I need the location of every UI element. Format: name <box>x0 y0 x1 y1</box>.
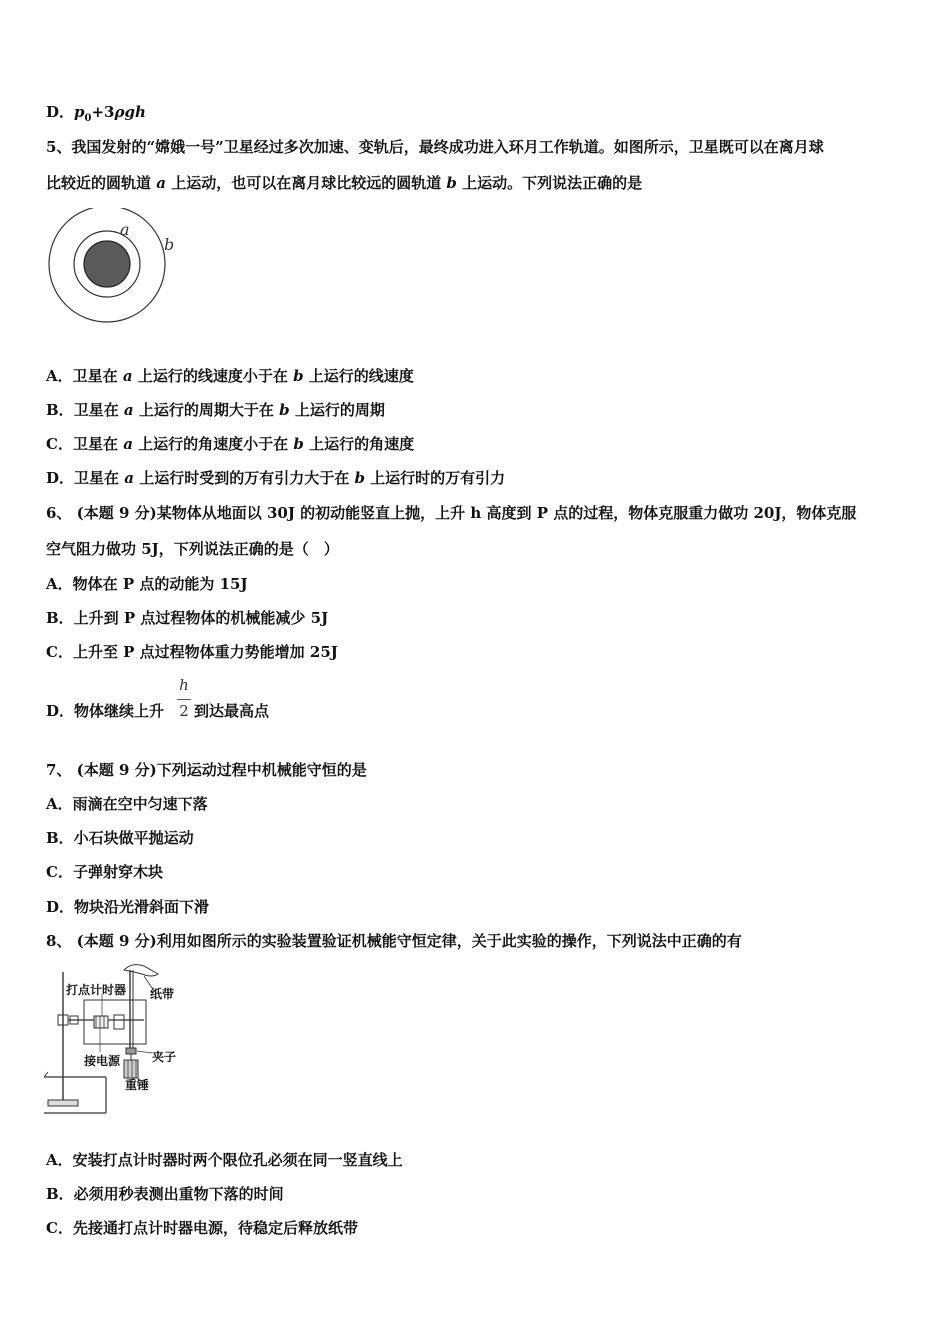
var: a <box>124 469 134 487</box>
hand-icon <box>124 965 158 976</box>
q6-option-c: C．上升至 P 点过程物体重力势能增加 25J <box>46 643 338 661</box>
q6-stem-line1: 6、 (本题 9 分)某物体从地面以 30J 的初动能竖直上抛，上升 h 高度到 P 点的过程，物体克服重力做功 20J，物体克服 <box>46 504 857 522</box>
q6-stem-line2: 空气阻力做功 5J，下列说法正确的是（ ） <box>46 540 339 558</box>
stand-base <box>48 1100 78 1106</box>
label-power: 接电源 <box>84 1054 121 1068</box>
q6-option-d <box>46 701 269 721</box>
fraction-bar <box>177 699 191 700</box>
var: b <box>354 469 365 487</box>
q7-option-d: D．物块沿光滑斜面下滑 <box>46 898 210 916</box>
clip-icon <box>126 1048 136 1054</box>
q6-option-b: B．上升到 P 点过程物体的机械能减少 5J <box>46 609 329 627</box>
text: 上运行时受到的万有引力大于在 <box>133 469 355 487</box>
q5-option-b <box>46 400 385 420</box>
label-clip: 夹子 <box>152 1050 177 1064</box>
table-edge <box>44 1072 48 1077</box>
var-b: b <box>446 174 457 192</box>
option-label: C． <box>46 435 73 453</box>
timer-box <box>84 1000 146 1044</box>
orbit-figure <box>44 208 184 328</box>
option-label: D． <box>46 103 75 121</box>
q7-option-c: C．子弹射穿木块 <box>46 863 163 881</box>
var: a <box>123 435 133 453</box>
q8-stem: 8、 (本题 9 分)利用如图所示的实验装置验证机械能守恒定律，关于此实验的操作，下列说法中正确的有 <box>46 932 742 950</box>
text: 上运动，也可以在离月球比较远的圆轨道 <box>165 174 447 192</box>
var: b <box>293 367 304 385</box>
option-label: A． <box>46 367 73 385</box>
text: 到达最高点 <box>194 702 270 720</box>
text: 上运行的线速度 <box>303 367 414 385</box>
text: 比较近的圆轨道 <box>46 174 157 192</box>
text-italic: ρgh <box>114 103 146 121</box>
text: 上运行的角速度 <box>303 435 415 453</box>
text: 卫星在 <box>72 435 124 453</box>
q6-option-a: A．物体在 P 点的动能为 15J <box>46 575 248 593</box>
text: D．物体继续上升 <box>46 702 165 720</box>
q8-option-b: B．必须用秒表测出重物下落的时间 <box>46 1185 284 1203</box>
var: a <box>123 401 134 419</box>
text: 卫星在 <box>72 367 123 385</box>
q5-option-c <box>46 434 414 454</box>
text: 上运行的周期 <box>289 401 385 419</box>
text: 卫星在 <box>74 469 125 487</box>
option-label: D． <box>46 469 75 487</box>
text: 上运行时的万有引力 <box>364 469 506 487</box>
q4-option-d <box>46 102 146 129</box>
q8-option-c: C．先接通打点计时器电源，待稳定后释放纸带 <box>46 1219 358 1237</box>
option-label: B． <box>46 401 74 419</box>
var: b <box>279 401 290 419</box>
text: 上运行的周期大于在 <box>133 401 280 419</box>
label-b: b <box>164 235 175 254</box>
var: b <box>293 435 304 453</box>
q7-option-b: B．小石块做平抛运动 <box>46 829 194 847</box>
label-timer: 打点计时器 <box>66 983 127 997</box>
q8-option-a: A．安装打点计时器时两个限位孔必须在同一竖直线上 <box>46 1151 403 1169</box>
subscript: 0 <box>84 113 92 124</box>
leader-line <box>137 1051 152 1053</box>
q7-stem: 7、 (本题 9 分)下列运动过程中机械能守恒的是 <box>46 761 367 779</box>
text: 卫星在 <box>73 401 124 419</box>
var: a <box>122 367 133 385</box>
text: 上运动。下列说法正确的是 <box>456 174 643 192</box>
timer-magnet <box>114 1015 124 1029</box>
fraction-denominator: 2 <box>179 702 189 720</box>
q7-option-a: A．雨滴在空中匀速下落 <box>46 795 208 813</box>
label-a: a <box>120 220 130 239</box>
var-a: a <box>156 174 166 192</box>
var-p: p <box>74 103 85 121</box>
fraction-numerator: h <box>179 676 189 694</box>
text: 上运行的线速度小于在 <box>132 367 294 385</box>
q5-stem-line2 <box>46 173 642 193</box>
text: 上运行的角速度小于在 <box>132 435 294 453</box>
q5-stem-line1: 5、我国发射的“嫦娥一号”卫星经过多次加速、变轨后，最终成功进入环月工作轨道。如图所示，卫星既可以在离月球 <box>46 138 824 156</box>
label-weight: 重锤 <box>125 1078 150 1092</box>
label-tape: 纸带 <box>150 987 175 1001</box>
moon-icon <box>84 241 130 287</box>
text: +3 <box>91 103 115 121</box>
q5-option-d <box>46 468 505 488</box>
q5-option-a <box>46 366 414 386</box>
